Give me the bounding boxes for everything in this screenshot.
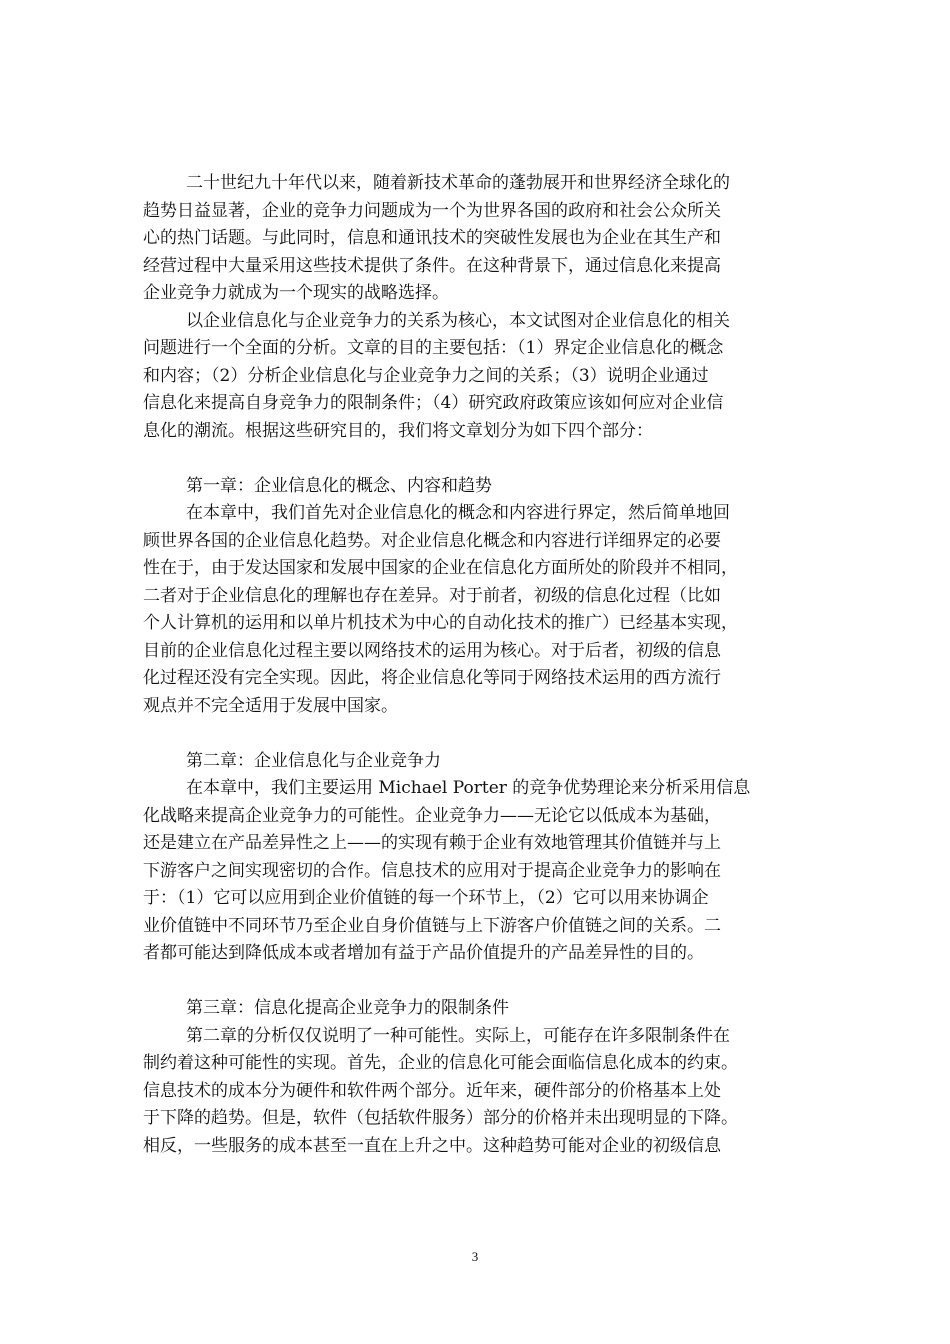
paragraph-chapter-2	[143, 775, 807, 968]
text-line: 化过程还没有完全实现。因此，将企业信息化等同于网络技术运用的西方流行	[143, 668, 721, 688]
text-line: 化战略来提高企业竞争力的可能性。企业竞争力——无论它以低成本为基础，	[143, 805, 721, 826]
paragraph-chapter-1	[143, 500, 807, 720]
text-line: 性在于，由于发达国家和发展中国家的企业在信息化方面所处的阶段并不相同，	[143, 558, 738, 578]
text-line: 在本章中，我们主要运用 Michael Porter 的竞争优势理论来分析采用信息	[186, 778, 751, 798]
paragraph-chapter-3	[143, 1023, 807, 1161]
text-line: 还是建立在产品差异性之上——的实现有赖于企业有效地管理其价值链并与上	[143, 833, 721, 853]
blank-line	[143, 968, 807, 996]
text-line: 业价值链中不同环节乃至企业自身价值链与上下游客户价值链之间的关系。二	[143, 915, 721, 936]
text-line: 相反，一些服务的成本甚至一直在上升之中。这种趋势可能对企业的初级信息	[143, 1135, 721, 1156]
text-line: 观点并不完全适用于发展中国家。	[143, 695, 398, 716]
text-line: 在本章中，我们首先对企业信息化的概念和内容进行界定，然后简单地回	[186, 503, 730, 523]
text-line: 问题进行一个全面的分析。文章的目的主要包括：（1）界定企业信息化的概念	[143, 338, 724, 358]
text-line: 者都可能达到降低成本或者增加有益于产品价值提升的产品差异性的目的。	[143, 943, 704, 963]
text-line: 于：（1）它可以应用到企业价值链的每一个环节上，（2）它可以用来协调企	[143, 888, 709, 908]
text-line: 经营过程中大量采用这些技术提供了条件。在这种背景下，通过信息化来提高	[143, 255, 721, 276]
blank-line	[143, 720, 807, 748]
blank-line	[143, 445, 807, 473]
paragraph-intro-1	[143, 170, 807, 308]
text-line: 个人计算机的运用和以单片机技术为中心的自动化技术的推广）已经基本实现，	[143, 613, 738, 633]
chapter-2-heading: 第二章：企业信息化与企业竞争力	[186, 750, 441, 771]
text-line: 企业竞争力就成为一个现实的战略选择。	[143, 283, 449, 303]
page-number: 3	[471, 1249, 479, 1264]
text-line: 趋势日益显著，企业的竞争力问题成为一个为世界各国的政府和社会公众所关	[143, 200, 721, 221]
text-line: 和内容；（2）分析企业信息化与企业竞争力之间的关系；（3）说明企业通过	[143, 365, 709, 386]
text-line: 二者对于企业信息化的理解也存在差异。对于前者，初级的信息化过程（比如	[143, 585, 721, 606]
document-body	[143, 170, 807, 1160]
text-line: 第二章的分析仅仅说明了一种可能性。实际上，可能存在许多限制条件在	[186, 1025, 730, 1046]
chapter-3-heading: 第三章：信息化提高企业竞争力的限制条件	[186, 998, 509, 1018]
text-line: 顾世界各国的企业信息化趋势。对企业信息化概念和内容进行详细界定的必要	[143, 530, 721, 551]
text-line: 信息化来提高自身竞争力的限制条件；（4）研究政府政策应该如何应对企业信	[143, 393, 724, 413]
text-line: 下游客户之间实现密切的合作。信息技术的应用对于提高企业竞争力的影响在	[143, 860, 721, 881]
text-line: 制约着这种可能性的实现。首先，企业的信息化可能会面临信息化成本的约束。	[143, 1053, 738, 1073]
text-line: 于下降的趋势。但是，软件（包括软件服务）部分的价格并未出现明显的下降。	[143, 1108, 738, 1128]
text-line: 以企业信息化与企业竞争力的关系为核心，本文试图对企业信息化的相关	[186, 310, 730, 331]
text-line: 心的热门话题。与此同时，信息和通讯技术的突破性发展也为企业在其生产和	[143, 228, 721, 248]
text-line: 目前的企业信息化过程主要以网络技术的运用为核心。对于后者，初级的信息	[143, 640, 721, 661]
text-line: 息化的潮流。根据这些研究目的，我们将文章划分为如下四个部分：	[143, 420, 653, 441]
chapter-1-heading: 第一章：企业信息化的概念、内容和趋势	[186, 475, 492, 496]
text-line: 二十世纪九十年代以来，随着新技术革命的蓬勃展开和世界经济全球化的	[186, 173, 730, 193]
text-line: 信息技术的成本分为硬件和软件两个部分。近年来，硬件部分的价格基本上处	[143, 1080, 721, 1101]
paragraph-intro-2	[143, 308, 807, 446]
